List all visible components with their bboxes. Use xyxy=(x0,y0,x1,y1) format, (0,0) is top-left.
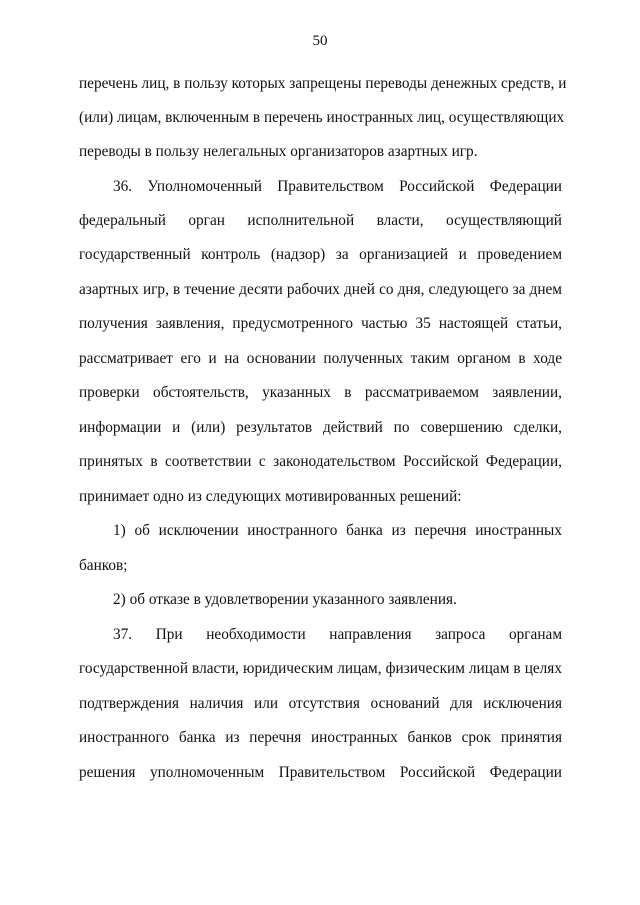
text-line: перечень лиц, в пользу которых запрещены переводы денежных средств, и xyxy=(79,75,567,92)
text-line: принимает одно из следующих мотивированных решений: xyxy=(79,488,462,505)
text-line: иностранного банка из перечня иностранных банков срок принятия xyxy=(79,729,562,746)
text-line: федеральный орган исполнительной власти, осуществляющий xyxy=(79,212,562,229)
text-line: азартных игр, в течение десяти рабочих дней со дня, следующего за днем xyxy=(79,281,562,298)
text-line: решения уполномоченным Правительством Российской Федерации xyxy=(79,764,562,781)
text-line: получения заявления, предусмотренного частью 35 настоящей статьи, xyxy=(79,315,562,332)
text-line: подтверждения наличия или отсутствия оснований для исключения xyxy=(79,695,562,712)
list-item-1-first-line: 1) об исключении иностранного банка из перечня иностранных xyxy=(113,522,562,539)
text-line: принятых в соответствии с законодательством Российской Федерации, xyxy=(79,453,562,470)
text-line: рассматривает его и на основании полученных таким органом в ходе xyxy=(79,350,562,367)
text-line: банков; xyxy=(79,557,128,574)
text-line: государственной власти, юридическим лицам, физическим лицам в целях xyxy=(79,660,562,677)
text-line: (или) лицам, включенным в перечень иностранных лиц, осуществляющих xyxy=(79,109,565,126)
text-line: проверки обстоятельств, указанных в рассматриваемом заявлении, xyxy=(79,384,562,401)
paragraph-37-first-line: 37. При необходимости направления запроса органам xyxy=(113,626,562,643)
list-item-2: 2) об отказе в удовлетворении указанного заявления. xyxy=(113,591,457,608)
text-line: информации и (или) результатов действий по совершению сделки, xyxy=(79,419,562,436)
paragraph-36-first-line: 36. Уполномоченный Правительством Российской Федерации xyxy=(113,178,562,195)
page-number: 50 xyxy=(312,33,328,49)
text-line: переводы в пользу нелегальных организаторов азартных игр. xyxy=(79,143,478,160)
text-line: государственный контроль (надзор) за организацией и проведением xyxy=(79,246,562,263)
